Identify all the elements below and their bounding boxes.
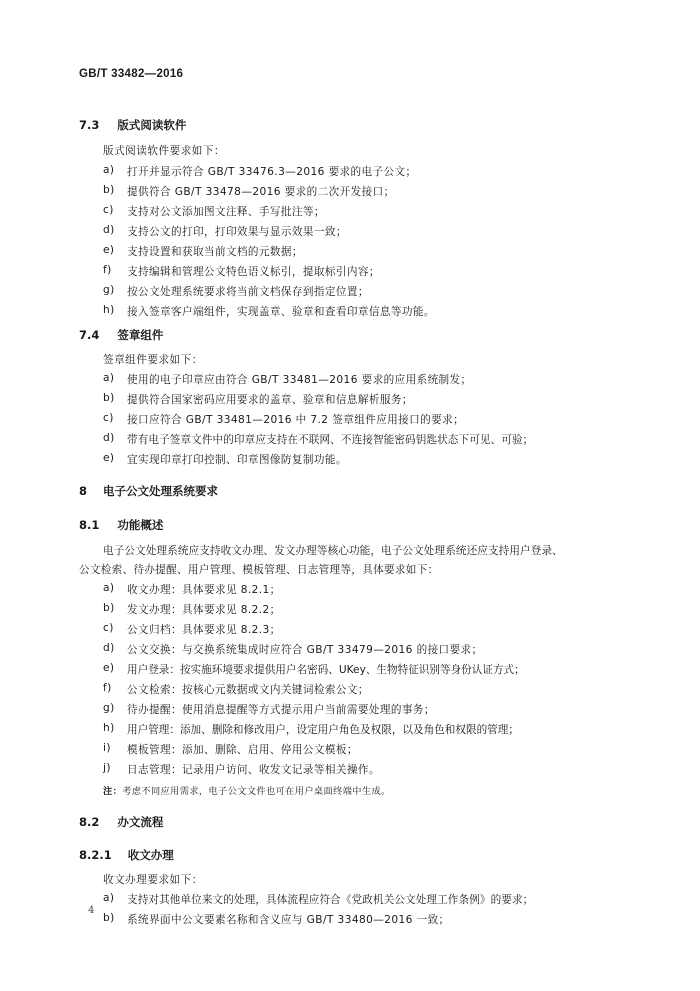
section-number: 8.1 xyxy=(79,518,100,532)
section-title: 办文流程 xyxy=(117,815,164,829)
section-heading-8-2-1 xyxy=(79,847,174,863)
list-label: d) xyxy=(103,224,115,236)
section-title: 功能概述 xyxy=(117,518,164,532)
list-label: b) xyxy=(103,392,115,404)
list-label: i) xyxy=(103,742,111,754)
standard-header: GB/T 33482—2016 xyxy=(79,68,184,80)
list-text: 收文办理：具体要求见 8.2.1； xyxy=(127,584,281,596)
note-text: 考虑不同应用需求，电子公文文件也可在用户桌面终端中生成。 xyxy=(122,786,391,797)
page-number: 4 xyxy=(88,905,95,916)
section-intro: 收文办理要求如下： xyxy=(103,874,203,886)
list-text: 使用的电子印章应由符合 GB/T 33481—2016 要求的应用系统制发； xyxy=(127,374,472,386)
section-intro: 签章组件要求如下： xyxy=(103,354,203,366)
list-label: h) xyxy=(103,304,115,316)
section-intro: 版式阅读软件要求如下： xyxy=(103,145,226,157)
section-title: 版式阅读软件 xyxy=(117,118,187,132)
list-text: 模板管理：添加、删除、启用、停用公文模板； xyxy=(127,744,358,756)
list-label: g) xyxy=(103,702,115,714)
list-text: 发文办理：具体要求见 8.2.2； xyxy=(127,604,281,616)
list-label: a) xyxy=(103,164,115,176)
section-heading-8 xyxy=(79,483,218,499)
section-heading-7-3 xyxy=(79,117,186,133)
section-number: 8.2.1 xyxy=(79,848,112,862)
list-text: 日志管理：记录用户访问、收发文记录等相关操作。 xyxy=(127,764,380,776)
section-title: 收文办理 xyxy=(127,848,174,862)
section-title: 签章组件 xyxy=(117,328,164,342)
list-text: 支持编辑和管理公文特色语义标引，提取标引内容； xyxy=(127,266,380,278)
list-text: 待办提醒：使用消息提醒等方式提示用户当前需要处理的事务； xyxy=(127,704,435,716)
list-label: c) xyxy=(103,622,114,634)
note-label: 注： xyxy=(103,786,123,797)
list-label: b) xyxy=(103,602,115,614)
list-text: 接入签章客户端组件，实现盖章、验章和查看印章信息等功能。 xyxy=(127,306,435,318)
list-label: a) xyxy=(103,892,115,904)
list-label: d) xyxy=(103,432,115,444)
section-number: 7.3 xyxy=(79,118,100,132)
list-text: 支持公文的打印，打印效果与显示效果一致； xyxy=(127,226,347,238)
list-label: c) xyxy=(103,412,114,424)
list-text: 系统界面中公文要素名称和含义应与 GB/T 33480—2016 一致； xyxy=(127,914,450,926)
list-label: b) xyxy=(103,184,115,196)
list-text: 按公文处理系统要求将当前文档保存到指定位置； xyxy=(127,286,369,298)
section-intro-continuation: 公文检索、待办提醒、用户管理、模板管理、日志管理等，具体要求如下： xyxy=(79,564,439,576)
list-text: 公文检索：按核心元数据或文内关键词检索公文； xyxy=(127,684,369,696)
note xyxy=(103,783,391,797)
list-label: f) xyxy=(103,264,112,276)
list-text: 宜实现印章打印控制、印章图像防复制功能。 xyxy=(127,454,347,466)
list-text: 支持对公文添加图文注释、手写批注等； xyxy=(127,206,325,218)
list-text: 用户管理：添加、删除和修改用户，设定用户角色及权限，以及角色和权限的管理； xyxy=(127,724,519,736)
list-label: b) xyxy=(103,912,115,924)
list-text: 提供符合国家密码应用要求的盖章、验章和信息解析服务； xyxy=(127,394,413,406)
list-label: c) xyxy=(103,204,114,216)
list-text: 支持设置和获取当前文档的元数据； xyxy=(127,246,303,258)
list-label: e) xyxy=(103,244,115,256)
section-intro: 电子公文处理系统应支持收文办理、发文办理等核心功能，电子公文处理系统还应支持用户登录、 xyxy=(103,545,563,557)
section-number: 7.4 xyxy=(79,328,100,342)
list-label: h) xyxy=(103,722,115,734)
list-label: e) xyxy=(103,662,115,674)
list-label: f) xyxy=(103,682,112,694)
section-number: 8.2 xyxy=(79,815,100,829)
list-text: 用户登录：按实施环境要求提供用户名密码、UKey、生物特征识别等身份认证方式； xyxy=(127,664,525,676)
list-text: 公文归档：具体要求见 8.2.3； xyxy=(127,624,281,636)
list-label: a) xyxy=(103,582,115,594)
list-label: e) xyxy=(103,452,115,464)
list-text: 支持对其他单位来文的处理，具体流程应符合《党政机关公文处理工作条例》的要求； xyxy=(127,894,534,906)
list-text: 带有电子签章文件中的印章应支持在不联网、不连接智能密码钥匙状态下可见、可验； xyxy=(127,434,534,446)
list-text: 打开并显示符合 GB/T 33476.3—2016 要求的电子公文； xyxy=(127,166,417,178)
list-text: 提供符合 GB/T 33478—2016 要求的二次开发接口； xyxy=(127,186,395,198)
section-number: 8 xyxy=(79,484,88,498)
list-text: 接口应符合 GB/T 33481—2016 中 7.2 签章组件应用接口的要求； xyxy=(127,414,465,426)
list-label: j) xyxy=(103,762,111,774)
section-heading-8-2 xyxy=(79,814,163,830)
list-label: g) xyxy=(103,284,115,296)
list-label: a) xyxy=(103,372,115,384)
section-title: 电子公文处理系统要求 xyxy=(103,484,219,498)
section-heading-8-1 xyxy=(79,517,163,533)
list-text: 公文交换：与交换系统集成时应符合 GB/T 33479—2016 的接口要求； xyxy=(127,644,483,656)
list-label: d) xyxy=(103,642,115,654)
section-heading-7-4 xyxy=(79,327,163,343)
